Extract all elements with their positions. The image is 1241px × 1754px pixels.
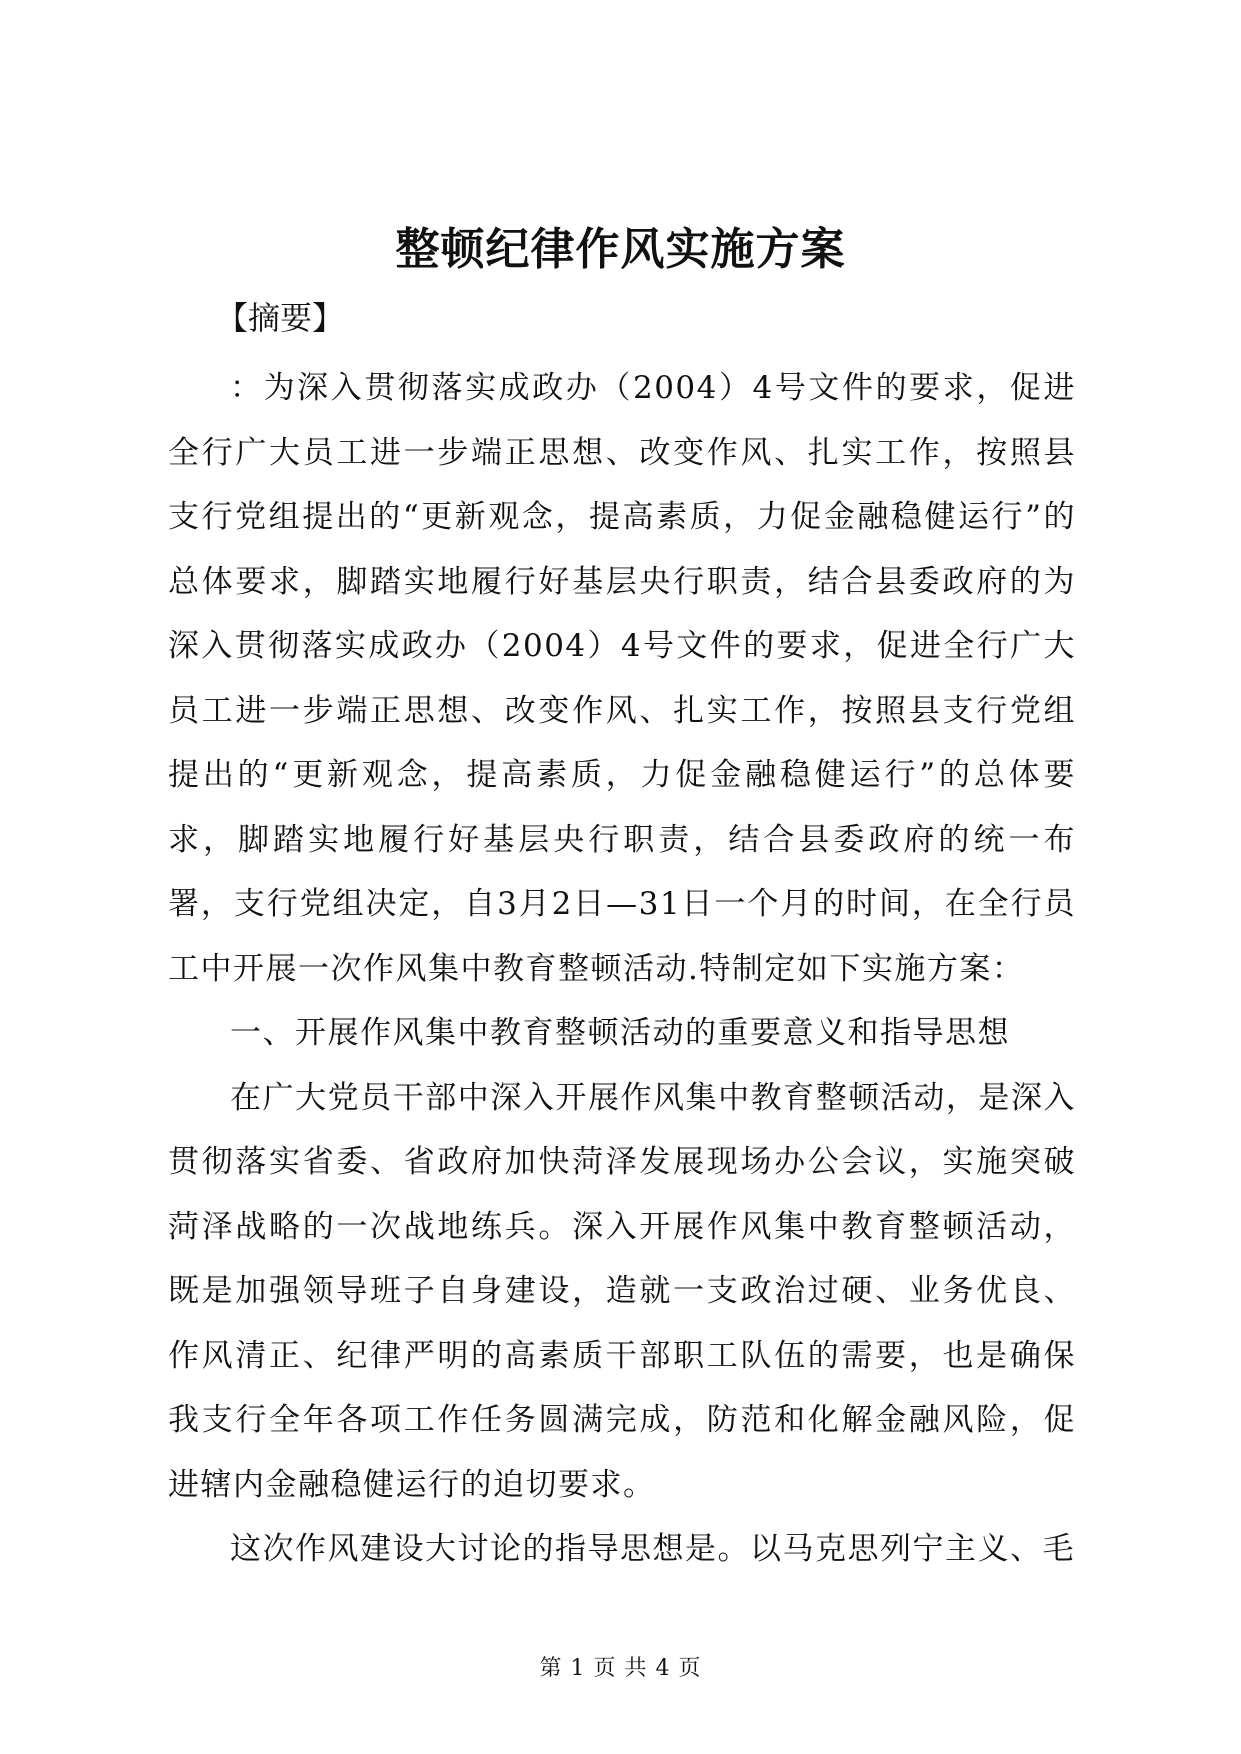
- page-footer: 第 1 页 共 4 页: [539, 1656, 702, 1681]
- paragraph-significance: 在广大党员干部中深入开展作风集中教育整顿活动，是深入贯彻落实省委、省政府加快菏泽发展现场办公会议，实施突破菏泽战略的一次战地练兵。深入开展作风集中教育整顿活动，既是加强领导班子自身建设，造就一支政治过硬、业务优良、作风清正、纪律严明的高素质干部职工队伍的需要，也是确保我支行全年各项工作任务圆满完成，防范和化解金融风险，促进辖内金融稳健运行的迫切要求。: [168, 1079, 1076, 1503]
- abstract-label: 【摘要】: [216, 299, 345, 337]
- document-title: 整顿纪律作风实施方案: [395, 224, 846, 275]
- paragraph-intro: ：为深入贯彻落实成政办（2004）4号文件的要求，促进全行广大员工进一步端正思想、改变作风、扎实工作，按照县支行党组提出的“更新观念，提高素质，力促金融稳健运行”的总体要求，脚踏实地履行好基层央行职责，结合县委政府的为深入贯彻落实成政办（2004）4号文件的要求，促进全行广大员工进一步端正思想、改变作风、扎实工作，按照县支行党组提出的“更新观念，提高素质，力促金融稳健运行”的总体要求，脚踏实地履行好基层央行职责，结合县委政府的统一布署，支行党组决定，自3月2日—31日一个月的时间，在全行员工中开展一次作风集中教育整顿活动.特制定如下实施方案：: [168, 370, 1076, 987]
- section-heading: 一、开展作风集中教育整顿活动的重要意义和指导思想: [230, 1015, 1010, 1051]
- paragraph-guiding-thought: 这次作风建设大讨论的指导思想是。以马克思列宁主义、毛: [230, 1531, 1075, 1567]
- document-body: [168, 356, 1076, 1582]
